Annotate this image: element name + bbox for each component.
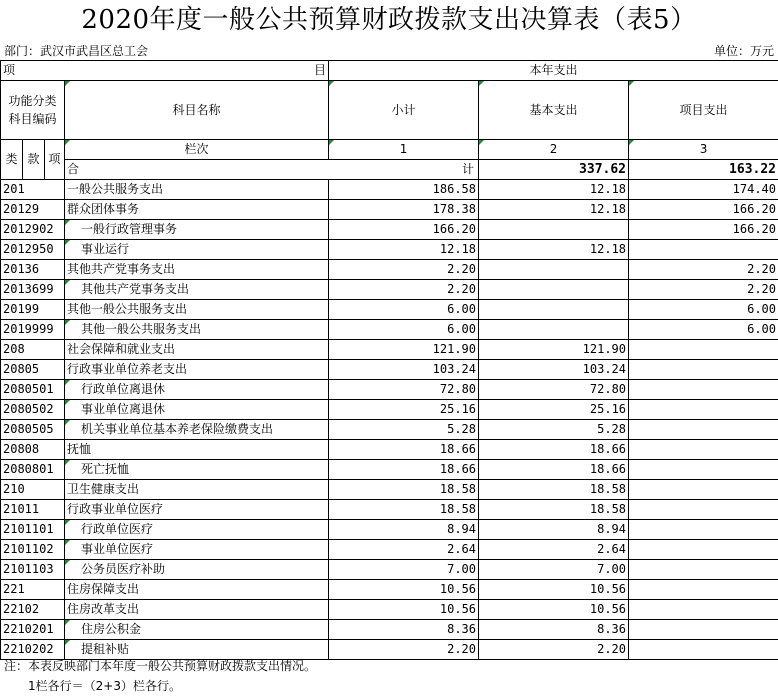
row-subtotal: 72.80 (329, 380, 479, 400)
row-subject-name: 群众团体事务 (65, 200, 329, 220)
row-basic: 18.66 (479, 460, 629, 480)
row-subject-name: 卫生健康支出 (65, 480, 329, 500)
row-subtotal: 166.20 (329, 220, 479, 240)
table-row (1, 180, 778, 200)
note-line-2: 1栏各行＝（2+3）栏各行。 (28, 679, 181, 693)
row-project (629, 400, 778, 420)
header-subtotal: 小计 (329, 81, 479, 140)
row-code: 20805 (1, 360, 65, 380)
header-col1: 1 (329, 140, 479, 160)
row-code: 221 (1, 580, 65, 600)
row-basic: 8.94 (479, 520, 629, 540)
total-label-left: 合 (65, 160, 329, 180)
row-basic: 12.18 (479, 180, 629, 200)
row-subject-name: 抚恤 (65, 440, 329, 460)
row-subtotal: 7.00 (329, 560, 479, 580)
row-subject-name: 提租补贴 (65, 640, 329, 660)
table-row (1, 360, 778, 380)
row-project: 2.20 (629, 260, 778, 280)
header-row-2 (1, 81, 778, 140)
row-project (629, 580, 778, 600)
row-subject-name: 事业单位离退休 (65, 400, 329, 420)
row-subject-name: 住房改革支出 (65, 600, 329, 620)
total-label-right: 计 (329, 160, 479, 180)
row-basic (479, 260, 629, 280)
row-subject-name: 行政单位医疗 (65, 520, 329, 540)
row-code: 2012950 (1, 240, 65, 260)
table-row (1, 480, 778, 500)
row-subtotal: 2.20 (329, 260, 479, 280)
row-subtotal: 103.24 (329, 360, 479, 380)
row-project (629, 560, 778, 580)
row-project (629, 480, 778, 500)
row-project (629, 380, 778, 400)
row-code: 2101101 (1, 520, 65, 540)
row-code: 22102 (1, 600, 65, 620)
row-subject-name: 住房保障支出 (65, 580, 329, 600)
table-row (1, 580, 778, 600)
row-project: 6.00 (629, 320, 778, 340)
table-row (1, 640, 778, 660)
table-row (1, 520, 778, 540)
table-row (1, 200, 778, 220)
row-subtotal: 18.58 (329, 500, 479, 520)
row-project (629, 440, 778, 460)
row-code: 2013699 (1, 280, 65, 300)
row-basic: 2.64 (479, 540, 629, 560)
row-subtotal: 10.56 (329, 580, 479, 600)
table-row (1, 280, 778, 300)
header-func-code-line1: 功能分类 (8, 94, 57, 108)
row-subtotal: 25.16 (329, 400, 479, 420)
row-code: 20129 (1, 200, 65, 220)
row-subject-name: 社会保障和就业支出 (65, 340, 329, 360)
total-row (1, 160, 778, 180)
table-row (1, 300, 778, 320)
row-code: 2080801 (1, 460, 65, 480)
row-basic: 103.24 (479, 360, 629, 380)
row-project: 2.20 (629, 280, 778, 300)
row-project (629, 240, 778, 260)
row-project (629, 620, 778, 640)
header-row-3 (1, 140, 778, 160)
row-subject-name: 行政事业单位医疗 (65, 500, 329, 520)
row-subtotal: 2.20 (329, 280, 479, 300)
header-project: 项目支出 (629, 81, 778, 140)
header-basic: 基本支出 (479, 81, 629, 140)
note-line-1: 注：本表反映部门本年度一般公共预算财政拨款支出情况。 (4, 659, 317, 673)
table-row (1, 420, 778, 440)
table-row (1, 440, 778, 460)
row-basic: 18.58 (479, 500, 629, 520)
row-subtotal: 2.20 (329, 640, 479, 660)
department-label: 部门：武汉市武昌区总工会 (4, 44, 149, 58)
row-subtotal: 186.58 (329, 180, 479, 200)
row-basic: 12.18 (479, 240, 629, 260)
row-project: 6.00 (629, 300, 778, 320)
row-subtotal: 10.56 (329, 600, 479, 620)
row-project (629, 420, 778, 440)
row-subject-name: 公务员医疗补助 (65, 560, 329, 580)
table-row (1, 380, 778, 400)
row-code: 2080501 (1, 380, 65, 400)
row-basic: 72.80 (479, 380, 629, 400)
row-project: 166.20 (629, 200, 778, 220)
row-basic: 18.58 (479, 480, 629, 500)
row-subtotal: 8.36 (329, 620, 479, 640)
row-code: 2210201 (1, 620, 65, 640)
table-row (1, 400, 778, 420)
row-project (629, 500, 778, 520)
row-subject-name: 住房公积金 (65, 620, 329, 640)
row-subject-name: 行政事业单位养老支出 (65, 360, 329, 380)
row-subtotal: 121.90 (329, 340, 479, 360)
row-basic: 5.28 (479, 420, 629, 440)
table-row (1, 220, 778, 240)
row-subject-name: 其他共产党事务支出 (65, 260, 329, 280)
row-basic (479, 280, 629, 300)
total-subtotal: 337.62 (479, 160, 629, 180)
row-subject-name: 行政单位离退休 (65, 380, 329, 400)
row-code: 20199 (1, 300, 65, 320)
table-row (1, 320, 778, 340)
row-subject-name: 事业运行 (65, 240, 329, 260)
row-basic (479, 300, 629, 320)
row-subtotal: 178.38 (329, 200, 479, 220)
table-row (1, 460, 778, 480)
row-project (629, 460, 778, 480)
row-code: 2080502 (1, 400, 65, 420)
row-subject-name: 机关事业单位基本养老保险缴费支出 (65, 420, 329, 440)
row-code: 21011 (1, 500, 65, 520)
row-code: 2012902 (1, 220, 65, 240)
unit-label: 单位：万元 (713, 44, 774, 58)
row-project (629, 340, 778, 360)
header-xiang: 项 (45, 140, 65, 180)
row-subject-name: 死亡抚恤 (65, 460, 329, 480)
total-basic: 163.22 (629, 160, 778, 180)
row-basic: 7.00 (479, 560, 629, 580)
budget-table (0, 60, 778, 660)
row-subject-name: 一般行政管理事务 (65, 220, 329, 240)
row-subtotal: 12.18 (329, 240, 479, 260)
row-basic: 10.56 (479, 580, 629, 600)
row-subtotal: 6.00 (329, 320, 479, 340)
header-col3: 3 (629, 140, 778, 160)
row-project: 166.20 (629, 220, 778, 240)
header-col2: 2 (479, 140, 629, 160)
row-subtotal: 18.58 (329, 480, 479, 500)
row-basic: 10.56 (479, 600, 629, 620)
table-row (1, 340, 778, 360)
row-project (629, 360, 778, 380)
row-basic: 121.90 (479, 340, 629, 360)
table-row (1, 240, 778, 260)
table-row (1, 600, 778, 620)
row-subtotal: 18.66 (329, 440, 479, 460)
page-title: 2020年度一般公共预算财政拨款支出决算表（表5） (81, 5, 697, 35)
table-row (1, 560, 778, 580)
header-kuan: 款 (23, 140, 45, 180)
row-code: 2101103 (1, 560, 65, 580)
row-code: 20136 (1, 260, 65, 280)
row-project (629, 520, 778, 540)
row-code: 2101102 (1, 540, 65, 560)
header-current-year: 本年支出 (329, 61, 778, 81)
row-subject-name: 事业单位医疗 (65, 540, 329, 560)
header-func-code (1, 81, 65, 140)
row-subject-name: 其他共产党事务支出 (65, 280, 329, 300)
row-basic: 25.16 (479, 400, 629, 420)
row-subject-name: 其他一般公共服务支出 (65, 300, 329, 320)
row-code: 2210202 (1, 640, 65, 660)
table-row (1, 500, 778, 520)
table-row (1, 540, 778, 560)
header-subject-name: 科目名称 (65, 81, 329, 140)
row-subject-name: 一般公共服务支出 (65, 180, 329, 200)
row-subtotal: 18.66 (329, 460, 479, 480)
header-func-code-line2: 科目编码 (8, 112, 57, 126)
header-lei: 类 (1, 140, 23, 180)
header-row-1 (1, 61, 778, 81)
row-code: 208 (1, 340, 65, 360)
row-code: 201 (1, 180, 65, 200)
row-project (629, 640, 778, 660)
row-code: 2080505 (1, 420, 65, 440)
row-subtotal: 8.94 (329, 520, 479, 540)
row-basic: 18.66 (479, 440, 629, 460)
row-basic: 8.36 (479, 620, 629, 640)
row-basic: 12.18 (479, 200, 629, 220)
row-basic (479, 220, 629, 240)
header-lanci: 栏次 (65, 140, 329, 160)
row-basic (479, 320, 629, 340)
row-subtotal: 2.64 (329, 540, 479, 560)
row-subject-name: 其他一般公共服务支出 (65, 320, 329, 340)
row-project (629, 600, 778, 620)
header-item-right: 目 (65, 61, 329, 81)
header-item-left: 项 (1, 61, 65, 81)
row-basic: 2.20 (479, 640, 629, 660)
table-row (1, 260, 778, 280)
row-project (629, 540, 778, 560)
row-code: 20808 (1, 440, 65, 460)
row-subtotal: 6.00 (329, 300, 479, 320)
row-code: 210 (1, 480, 65, 500)
row-project: 174.40 (629, 180, 778, 200)
row-code: 2019999 (1, 320, 65, 340)
row-subtotal: 5.28 (329, 420, 479, 440)
table-row (1, 620, 778, 640)
